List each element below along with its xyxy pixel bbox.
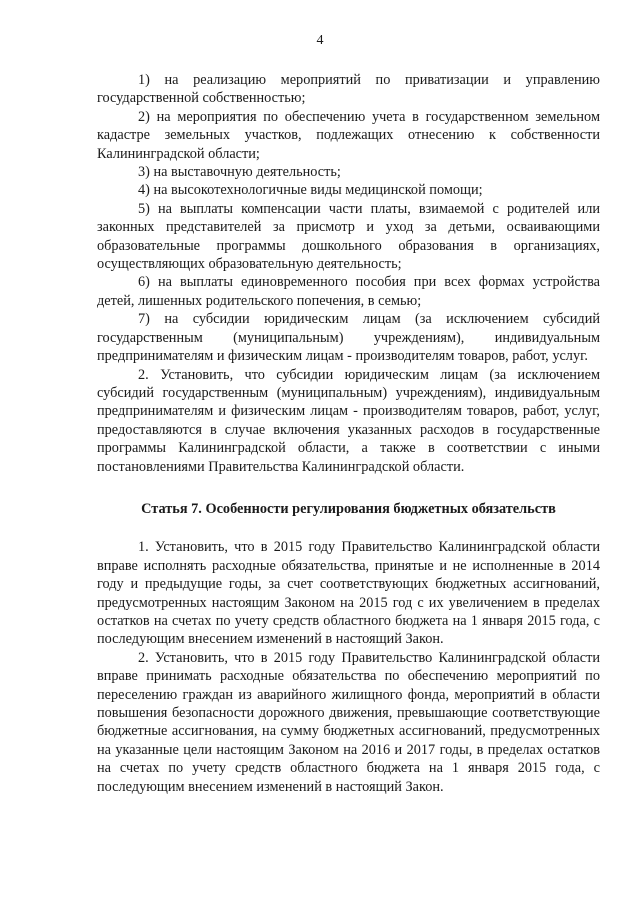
list-item-1: 1) на реализацию мероприятий по приватизации и управлению государственной собственностью; <box>97 72 600 107</box>
paragraph-2: 2. Установить, что субсидии юридическим лицам (за исключением субсидий государственным (муниципальным) учреждениям), индивидуальным предпринимателям и физическим лицам - производителям товаров, работ, услуг, предоставляются в случае включения указанных расходов в государственные программы Калининградской области, а также в соответствии с иными постановлениями Правительства Калининградской области. <box>97 366 600 475</box>
page-number: 4 <box>316 33 324 48</box>
list-item-3: 3) на выставочную деятельность; <box>138 164 341 181</box>
list-item-4: 4) на высокотехнологичные виды медицинской помощи; <box>138 182 483 199</box>
list-item-7: 7) на субсидии юридическим лицам (за исключением субсидий государственным (муниципальным) учреждениям), индивидуальным предпринимателям и физическим лицам - производителям товаров, работ, услуг. <box>97 311 600 365</box>
list-item-2: 2) на мероприятия по обеспечению учета в государственном земельном кадастре земельных участков, подлежащих отнесению к собственности Калининградской области; <box>97 108 600 162</box>
article-heading: Статья 7. Особенности регулирования бюджетных обязательств <box>141 500 556 517</box>
article-paragraph-2: 2. Установить, что в 2015 году Правительство Калининградской области вправе принимать расходные обязательства по обеспечению мероприятий по переселению граждан из аварийного жилищного фонда, мероприятий в области повышения безопасности дорожного движения, превышающие соответствующие бюджетные ассигнования, на сумму бюджетных ассигнований, предусмотренных на указанные цели настоящим Законом на 2016 и 2017 годы, в пределах остатков на счетах по учету средств областного бюджета на 1 января 2015 года, с последующим внесением изменений в настоящий Закон. <box>97 649 600 795</box>
list-item-6: 6) на выплаты единовременного пособия при всех формах устройства детей, лишенных родительского попечения, в семью; <box>97 274 600 309</box>
document-body <box>97 71 600 796</box>
article-paragraph-1: 1. Установить, что в 2015 году Правительство Калининградской области вправе исполнять расходные обязательства, принятые и не исполненные в 2014 году и предыдущие годы, за счет соответствующих бюджетных ассигнований, предусмотренных настоящим Законом на 2015 год с их увеличением в пределах остатков на счетах по учету средств областного бюджета на 1 января 2015 года, с последующим внесением изменений в настоящий Закон. <box>97 539 600 648</box>
list-item-5: 5) на выплаты компенсации части платы, взимаемой с родителей или законных представителей за присмотр и уход за детьми, осваивающими образовательные программы дошкольного образования в организациях, осуществляющих образовательную деятельность; <box>97 200 600 273</box>
